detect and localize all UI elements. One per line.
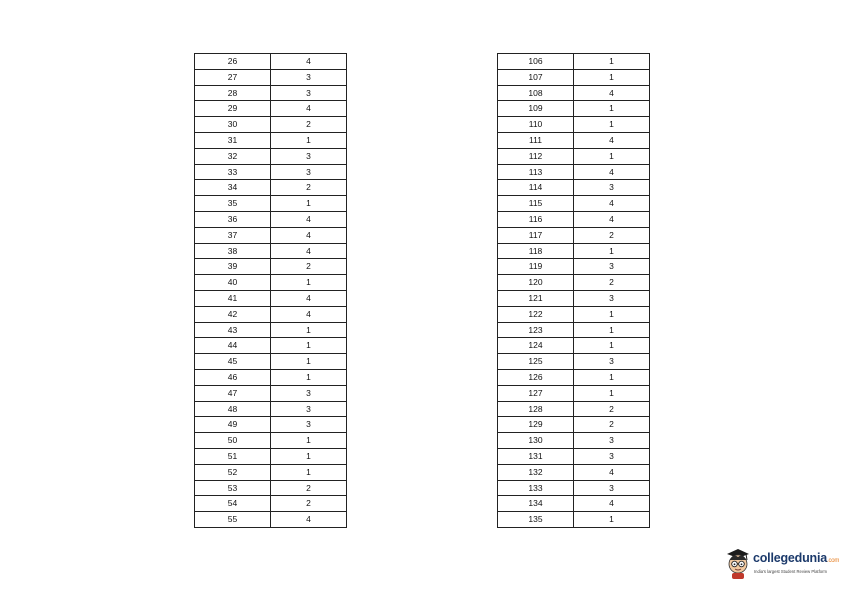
table-row: [195, 369, 347, 385]
answer-cell: 3: [574, 259, 650, 275]
answer-cell: 1: [271, 354, 347, 370]
answer-cell: 4: [271, 243, 347, 259]
question-number-cell: 33: [195, 164, 271, 180]
table-row: [498, 69, 650, 85]
question-number-cell: 52: [195, 464, 271, 480]
question-number-cell: 28: [195, 85, 271, 101]
answer-cell: 2: [271, 259, 347, 275]
question-number-cell: 46: [195, 369, 271, 385]
table-row: [498, 117, 650, 133]
answer-cell: 3: [574, 354, 650, 370]
table-row: [195, 101, 347, 117]
answer-cell: 3: [271, 401, 347, 417]
table-row: [498, 211, 650, 227]
table-row: [498, 227, 650, 243]
question-number-cell: 130: [498, 433, 574, 449]
table-row: [195, 354, 347, 370]
question-number-cell: 50: [195, 433, 271, 449]
table-row: [498, 180, 650, 196]
table-row: [498, 275, 650, 291]
table-row: [195, 243, 347, 259]
question-number-cell: 126: [498, 369, 574, 385]
table-row: [195, 496, 347, 512]
table-row: [195, 259, 347, 275]
question-number-cell: 111: [498, 132, 574, 148]
table-row: [195, 464, 347, 480]
table-row: [498, 196, 650, 212]
table-row: [498, 306, 650, 322]
table-row: [195, 306, 347, 322]
answer-cell: 4: [271, 54, 347, 70]
answer-key-table-left: [194, 53, 347, 528]
answer-cell: 1: [574, 306, 650, 322]
answer-cell: 2: [574, 275, 650, 291]
question-number-cell: 123: [498, 322, 574, 338]
answer-cell: 4: [574, 132, 650, 148]
answer-cell: 1: [574, 101, 650, 117]
table-row: [498, 480, 650, 496]
answer-cell: 1: [271, 338, 347, 354]
table-row: [195, 211, 347, 227]
answer-cell: 1: [574, 117, 650, 133]
question-number-cell: 37: [195, 227, 271, 243]
answer-cell: 1: [271, 369, 347, 385]
answer-cell: 1: [271, 433, 347, 449]
brand-name: collegedunia.com: [753, 551, 840, 565]
answer-cell: 3: [574, 448, 650, 464]
table-row: [498, 101, 650, 117]
question-number-cell: 113: [498, 164, 574, 180]
table-row: [195, 385, 347, 401]
question-number-cell: 26: [195, 54, 271, 70]
answer-cell: 3: [271, 148, 347, 164]
question-number-cell: 116: [498, 211, 574, 227]
table-row: [195, 85, 347, 101]
question-number-cell: 120: [498, 275, 574, 291]
answer-cell: 1: [574, 512, 650, 528]
question-number-cell: 55: [195, 512, 271, 528]
table-row: [195, 401, 347, 417]
table-row: [498, 148, 650, 164]
question-number-cell: 53: [195, 480, 271, 496]
question-number-cell: 118: [498, 243, 574, 259]
answer-cell: 4: [271, 211, 347, 227]
table-row: [498, 433, 650, 449]
question-number-cell: 125: [498, 354, 574, 370]
question-number-cell: 30: [195, 117, 271, 133]
answer-cell: 1: [271, 448, 347, 464]
brand-tagline: India's largest Student Review Platform: [754, 569, 827, 574]
answer-cell: 1: [574, 322, 650, 338]
question-number-cell: 41: [195, 290, 271, 306]
question-number-cell: 35: [195, 196, 271, 212]
answer-cell: 3: [574, 290, 650, 306]
question-number-cell: 133: [498, 480, 574, 496]
question-number-cell: 110: [498, 117, 574, 133]
table-row: [195, 338, 347, 354]
question-number-cell: 45: [195, 354, 271, 370]
answer-cell: 3: [271, 385, 347, 401]
question-number-cell: 119: [498, 259, 574, 275]
answer-cell: 2: [271, 117, 347, 133]
answer-cell: 4: [271, 101, 347, 117]
question-number-cell: 48: [195, 401, 271, 417]
question-number-cell: 106: [498, 54, 574, 70]
answer-cell: 1: [574, 148, 650, 164]
question-number-cell: 34: [195, 180, 271, 196]
answer-cell: 1: [574, 385, 650, 401]
question-number-cell: 128: [498, 401, 574, 417]
answer-key-body-right: [498, 54, 650, 528]
answer-cell: 4: [271, 227, 347, 243]
answer-cell: 3: [271, 417, 347, 433]
table-row: [498, 85, 650, 101]
table-row: [195, 275, 347, 291]
table-row: [195, 322, 347, 338]
answer-cell: 4: [574, 164, 650, 180]
table-row: [498, 496, 650, 512]
answer-cell: 3: [271, 85, 347, 101]
answer-cell: 4: [271, 306, 347, 322]
question-number-cell: 43: [195, 322, 271, 338]
question-number-cell: 29: [195, 101, 271, 117]
answer-cell: 1: [271, 275, 347, 291]
answer-cell: 3: [574, 180, 650, 196]
table-row: [195, 448, 347, 464]
question-number-cell: 49: [195, 417, 271, 433]
table-row: [498, 369, 650, 385]
table-row: [195, 69, 347, 85]
answer-cell: 2: [271, 480, 347, 496]
answer-cell: 2: [271, 496, 347, 512]
table-row: [498, 354, 650, 370]
question-number-cell: 131: [498, 448, 574, 464]
table-row: [195, 132, 347, 148]
answer-cell: 2: [574, 227, 650, 243]
question-number-cell: 129: [498, 417, 574, 433]
question-number-cell: 112: [498, 148, 574, 164]
table-row: [195, 417, 347, 433]
answer-key-table-right: [497, 53, 650, 528]
answer-cell: 3: [271, 164, 347, 180]
table-row: [498, 338, 650, 354]
table-row: [195, 180, 347, 196]
answer-cell: 2: [574, 401, 650, 417]
answer-cell: 1: [574, 243, 650, 259]
answer-cell: 4: [574, 496, 650, 512]
answer-cell: 3: [574, 480, 650, 496]
answer-key-body-left: [195, 54, 347, 528]
table-row: [498, 464, 650, 480]
collegedunia-logo[interactable]: [725, 547, 840, 581]
answer-cell: 2: [574, 417, 650, 433]
answer-cell: 4: [574, 85, 650, 101]
answer-cell: 3: [574, 433, 650, 449]
question-number-cell: 36: [195, 211, 271, 227]
table-row: [195, 117, 347, 133]
table-row: [498, 322, 650, 338]
answer-cell: 1: [574, 69, 650, 85]
question-number-cell: 135: [498, 512, 574, 528]
question-number-cell: 54: [195, 496, 271, 512]
table-row: [195, 164, 347, 180]
question-number-cell: 115: [498, 196, 574, 212]
question-number-cell: 107: [498, 69, 574, 85]
table-row: [195, 227, 347, 243]
answer-cell: 3: [271, 69, 347, 85]
student-mascot-icon: [725, 547, 751, 579]
table-row: [498, 417, 650, 433]
answer-cell: 1: [271, 196, 347, 212]
question-number-cell: 109: [498, 101, 574, 117]
table-row: [498, 164, 650, 180]
answer-cell: 1: [271, 132, 347, 148]
table-row: [498, 448, 650, 464]
table-row: [498, 132, 650, 148]
question-number-cell: 132: [498, 464, 574, 480]
table-row: [195, 290, 347, 306]
question-number-cell: 114: [498, 180, 574, 196]
table-row: [498, 385, 650, 401]
question-number-cell: 108: [498, 85, 574, 101]
question-number-cell: 51: [195, 448, 271, 464]
table-row: [498, 259, 650, 275]
brand-tld: .com: [827, 558, 840, 564]
answer-cell: 4: [574, 196, 650, 212]
answer-cell: 1: [574, 54, 650, 70]
table-row: [195, 148, 347, 164]
question-number-cell: 121: [498, 290, 574, 306]
question-number-cell: 134: [498, 496, 574, 512]
answer-cell: 1: [574, 338, 650, 354]
answer-cell: 4: [271, 290, 347, 306]
question-number-cell: 31: [195, 132, 271, 148]
table-row: [498, 401, 650, 417]
table-row: [195, 512, 347, 528]
question-number-cell: 38: [195, 243, 271, 259]
table-row: [498, 243, 650, 259]
table-row: [195, 196, 347, 212]
answer-cell: 2: [271, 180, 347, 196]
table-row: [498, 54, 650, 70]
table-row: [195, 54, 347, 70]
answer-cell: 4: [271, 512, 347, 528]
question-number-cell: 44: [195, 338, 271, 354]
question-number-cell: 32: [195, 148, 271, 164]
answer-cell: 1: [271, 322, 347, 338]
question-number-cell: 39: [195, 259, 271, 275]
table-row: [498, 512, 650, 528]
question-number-cell: 40: [195, 275, 271, 291]
question-number-cell: 117: [498, 227, 574, 243]
question-number-cell: 122: [498, 306, 574, 322]
answer-cell: 1: [271, 464, 347, 480]
answer-cell: 1: [574, 369, 650, 385]
question-number-cell: 127: [498, 385, 574, 401]
answer-cell: 4: [574, 211, 650, 227]
table-row: [498, 290, 650, 306]
answer-cell: 4: [574, 464, 650, 480]
question-number-cell: 47: [195, 385, 271, 401]
question-number-cell: 27: [195, 69, 271, 85]
question-number-cell: 124: [498, 338, 574, 354]
question-number-cell: 42: [195, 306, 271, 322]
table-row: [195, 433, 347, 449]
table-row: [195, 480, 347, 496]
